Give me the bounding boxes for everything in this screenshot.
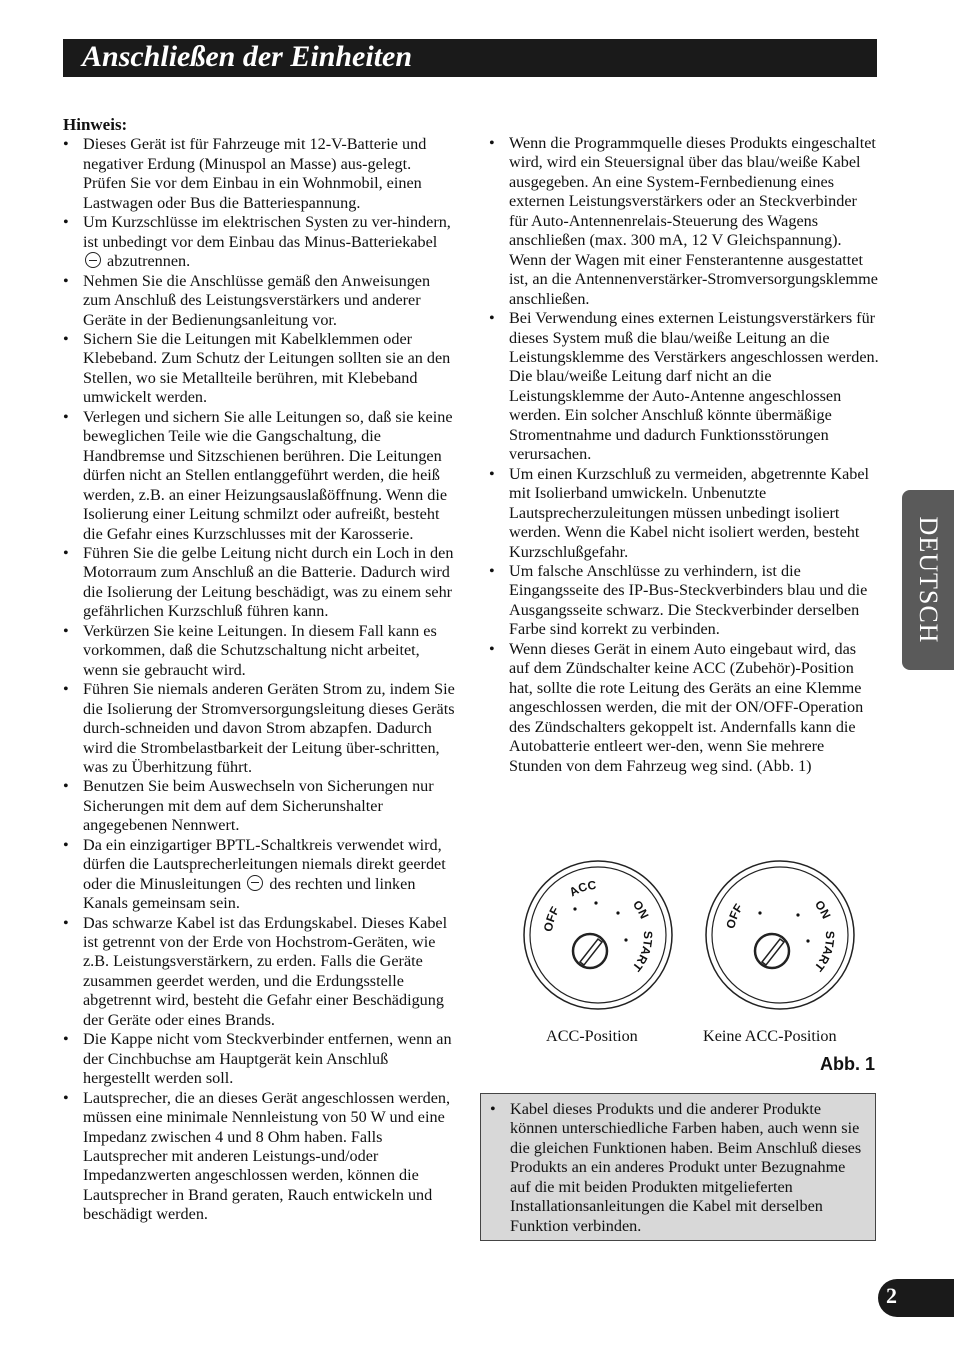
list-item: • Bei Verwendung eines externen Leistungsverstärkers für dieses System muß die blau/weiße Leitung an die Leistungsklemme des Verstärkers angeschlossen werden. Die blau/weiße Leitung darf nicht an die Leistungsklemme der Auto-Antenne angeschlossen werden. Ein solcher Anschluß könnte übermäßige Stromentnahme und dadurch Funktionsstörungen verursachen. — [489, 309, 879, 465]
label-off: OFF — [541, 904, 563, 933]
note-box — [480, 1093, 876, 1241]
label-on: ON — [811, 897, 834, 921]
list-item: • Da ein einzigartiger BPTL-Schaltkreis verwendet wird, dürfen die Lautsprecherleitungen niemals direkt geerdet oder die Minusleitungen des rechten und linken Kanals gemeinsam sein. — [63, 836, 455, 914]
label-start: START — [629, 930, 656, 975]
svg-text:START — [629, 931, 655, 975]
position-dot — [594, 901, 597, 904]
key-slot-icon — [762, 939, 784, 965]
list-item: • Kabel dieses Produkts und die anderer Produkte können unterschiedliche Farben haben, auch wenn sie die gleichen Funktionen haben. Beim Anschluß dieses Produkts an ein anderes Produkt unter Bezugnahme auf die mit beiden Produkten mitgelieferten Installationsanleitungen die Kabel mit derselben Funktion verbinden. — [490, 1100, 869, 1236]
minus-terminal-icon — [85, 252, 101, 268]
list-item: • Führen Sie niemals anderen Geräten Strom zu, indem Sie die Isolierung der Stromversorgungsleitung dieses Geräts durch-schneiden und davon Strom abzapfen. Dadurch wird die Strombelastbarkeit der Leitung über-schritten, was zu Überhitzung führt. — [63, 680, 455, 777]
position-dot — [806, 939, 809, 942]
svg-text:OFF — [723, 901, 745, 930]
position-dot — [616, 911, 619, 914]
list-item: • Verkürzen Sie keine Leitungen. In diesem Fall kann es vorkommen, daß die Schutzschaltung nicht arbeitet, wenn sie gebraucht wird. — [63, 622, 455, 680]
caption-no-acc-position: Keine ACC-Position — [703, 1027, 837, 1045]
page-number-badge — [878, 1279, 954, 1317]
ignition-switch-acc-figure — [518, 855, 678, 1015]
hint-list — [63, 135, 455, 1224]
position-dot — [796, 913, 799, 916]
caption-acc-position: ACC-Position — [546, 1027, 638, 1045]
position-dot — [573, 907, 576, 910]
list-item: • Um einen Kurzschluß zu vermeiden, abgetrennte Kabel mit Isolierband umwickeln. Unbenutzte Lautsprecherzuleitungen müssen unbedingt isoliert werden. Wenn die Kabel nicht isoliert werden, besteht Kurzschlußgefahr. — [489, 465, 879, 562]
ignition-switch-no-acc-figure — [700, 855, 860, 1015]
svg-text:ON — [812, 898, 834, 921]
key-cylinder — [755, 934, 789, 968]
label-on: ON — [629, 897, 652, 921]
language-tab-label: DEUTSCH — [914, 516, 943, 644]
title-bar — [63, 39, 877, 77]
key-cylinder — [573, 934, 607, 968]
list-item: • Wenn dieses Gerät in einem Auto eingebaut wird, das auf dem Zündschalter keine ACC (Zubehör)-Position hat, sollte die rote Leitung des Geräts an eine Klemme angeschlossen werden, die mit der ON/OFF-Operation des Zündschalters gekoppelt ist. Andernfalls kann die Autobatterie entleert wer-den, wenn Sie mehrere Stunden von dem Fahrzeug weg sind. (Abb. 1) — [489, 640, 879, 776]
list-item: • Um Kurzschlüsse im elektrischen Systen zu ver-hindern, ist unbedingt vor dem Einbau das Minus-Batteriekabel abzutrennen. — [63, 213, 455, 271]
list-item: • Um falsche Anschlüsse zu verhindern, ist die Eingangsseite des IP-Bus-Steckverbinders blau und die Ausgangsseite schwarz. Die Steckverbinder derselben Farbe sind korrekt zu verbinden. — [489, 562, 879, 640]
figure-label: Abb. 1 — [820, 1054, 876, 1074]
list-item: • Nehmen Sie die Anschlüsse gemäß den Anweisungen zum Anschluß des Leistungsverstärkers und anderer Geräte in der Bedienungsanleitung vor. — [63, 272, 455, 330]
label-off: OFF — [723, 901, 746, 930]
svg-text:ACC — [567, 878, 598, 900]
hint-heading: Hinweis: — [63, 115, 128, 134]
label-start: START — [811, 930, 838, 975]
list-item: • Verlegen und sichern Sie alle Leitungen so, daß sie keine beweglichen Teile wie die Gangschaltung, die Handbremse und Sitzschienen berühren. Die Leitungen dürfen nicht an Stellen entlanggeführt werden, die heiß werden, z.B. an einer Heizungsauslaßöffnung. Wenn die Isolierung einer Leitung schmilzt oder aufreißt, besteht die Gefahr eines Kurzschlusses mit der Karosserie. — [63, 408, 455, 544]
position-dot — [758, 911, 761, 914]
list-item: • Das schwarze Kabel ist das Erdungskabel. Dieses Kabel ist getrennt von der Erde von Hochstrom-Geräten, wie z.B. Leistungsverstärkern, zu erden. Falls die Geräte zusammen geerdet werden, und die Erdungsstelle abgetrennt wird, besteht die Gefahr einer Beschädigung der Geräte oder eines Brands. — [63, 914, 455, 1031]
page-title: Anschließen der Einheiten — [82, 40, 413, 73]
key-slot-icon — [580, 939, 602, 965]
list-item: • Sichern Sie die Leitungen mit Kabelklemmen oder Klebeband. Zum Schutz der Leitungen sollten sie an den Stellen, wo sie Metallteile berühren, mit Klebeband umwickelt werden. — [63, 330, 455, 408]
language-tab — [902, 490, 954, 670]
svg-text:ON — [630, 898, 652, 921]
right-column — [489, 134, 879, 776]
list-item: • Wenn die Programmquelle dieses Produkts eingeschaltet wird, wird ein Steuersignal über das blau/weiße Kabel ausgegeben. An eine System-Fernbedienung eines externen Leistungsverstärkers oder an Steckverbinder für Auto-Antennenrelais-Steuerung des Wagens anschließen (max. 300 mA, 12 V Gleichspannung). Wenn der Wagen mit einer Fensterantenne ausgestattet ist, an die Antennenverstärker-Stromversorgungsklemme anschließen. — [489, 134, 879, 309]
label-acc: ACC — [566, 877, 598, 900]
list-item: • Benutzen Sie beim Auswechseln von Sicherungen nur Sicherungen mit dem auf dem Sicherunshalter angegebenen Nennwert. — [63, 777, 455, 835]
list-item: • Dieses Gerät ist für Fahrzeuge mit 12-V-Batterie und negativer Erdung (Minuspol an Masse) aus-gelegt. Prüfen Sie vor dem Einbau in ein Wohnmobil, einen Lastwagen oder Bus die Batteriespannung. — [63, 135, 455, 213]
svg-text:START — [811, 931, 837, 975]
minus-terminal-icon — [247, 875, 263, 891]
page-number: 2 — [886, 1283, 897, 1308]
list-item: • Die Kappe nicht vom Steckverbinder entfernen, wenn an der Cinchbuchse am Hauptgerät kein Anschluß hergestellt werden soll. — [63, 1030, 455, 1088]
list-item: • Führen Sie die gelbe Leitung nicht durch ein Loch in den Motorraum zum Anschluß an die Batterie. Dadurch wird die Isolierung der Leitung beschädigt, was zu einem sehr gefährlichen Kurzschluß führen kann. — [63, 544, 455, 622]
notes-list — [489, 134, 879, 776]
svg-text:OFF — [541, 904, 562, 932]
left-column — [63, 115, 455, 1225]
list-item: • Lautsprecher, die an dieses Gerät angeschlossen werden, müssen eine minimale Nennleistung von 50 W und eine Impedanz zwischen 4 und 8 Ohm haben. Falls Lautsprecher mit anderen Leistungs-und/oder Impedanzwerten angeschlossen werden, können die Lautsprecher in Brand geraten, Rauch entwickeln und beschädigt werden. — [63, 1089, 455, 1225]
position-dot — [624, 938, 627, 941]
